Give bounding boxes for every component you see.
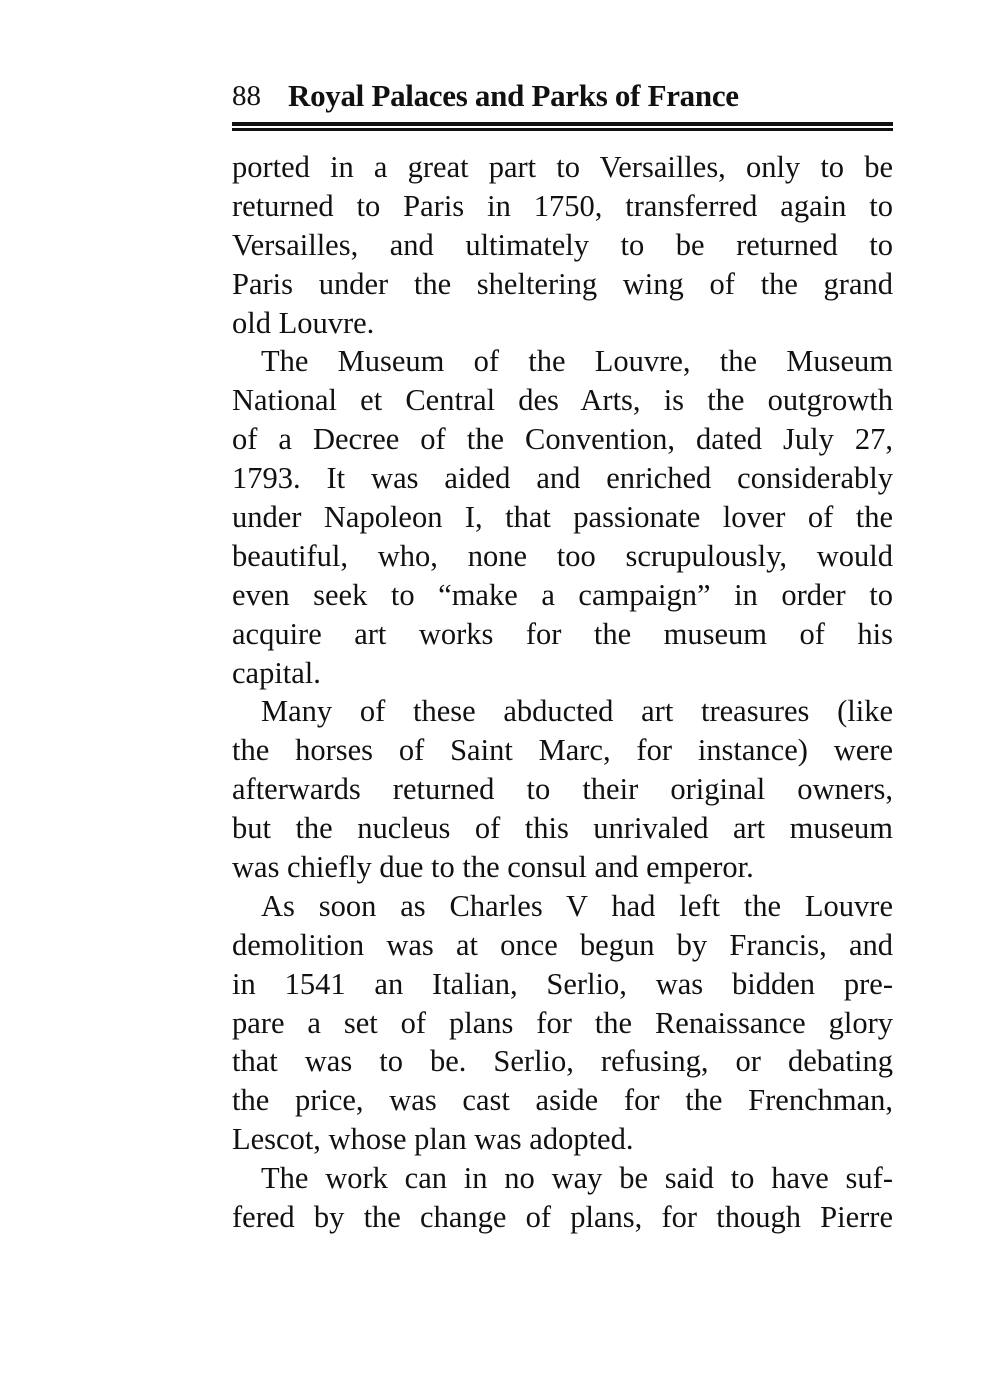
text-line: demolition was at once begun by Francis, and [232, 927, 893, 962]
text-line: beautiful, who, none too scrupulously, would [232, 538, 893, 573]
text-line: ported in a great part to Versailles, only to be [232, 150, 893, 184]
text-line: under Napoleon I, that passionate lover of the [232, 500, 893, 535]
text-line: As soon as Charles V had left the Louvre [261, 888, 893, 923]
paragraph [232, 1159, 893, 1237]
text-line: that was to be. Serlio, refusing, or debating [232, 1044, 893, 1079]
header-rule-thick [232, 122, 893, 126]
text-line: The work can in no way be said to have suf- [261, 1161, 893, 1196]
text-line: old Louvre. [232, 305, 375, 340]
text-line: The Museum of the Louvre, the Museum [261, 344, 893, 379]
text-line: afterwards returned to their original owners, [232, 772, 893, 807]
text-line: acquire art works for the museum of his [232, 616, 893, 651]
body-text [232, 148, 893, 1237]
text-line: National et Central des Arts, is the outgrowth [232, 383, 893, 418]
text-line: even seek to “make a campaign” in order to [232, 577, 893, 612]
running-title: Royal Palaces and Parks of France [288, 78, 739, 113]
text-line: the horses of Saint Marc, for instance) were [232, 733, 893, 768]
text-line: pare a set of plans for the Renaissance glory [232, 1005, 893, 1040]
text-line: capital. [232, 655, 321, 690]
paragraph [232, 887, 893, 1159]
text-line: 1793. It was aided and enriched considerably [232, 461, 893, 496]
paragraph [232, 148, 893, 342]
paragraph [232, 342, 893, 692]
text-line: but the nucleus of this unrivaled art museum [232, 811, 893, 846]
text-line: of a Decree of the Convention, dated July 27, [232, 422, 893, 457]
text-line: in 1541 an Italian, Serlio, was bidden pre- [232, 966, 893, 1001]
paragraph [232, 692, 893, 886]
page-number: 88 [232, 80, 261, 112]
header-rule-thin [232, 128, 893, 131]
text-line: fered by the change of plans, for though Pierre [232, 1200, 893, 1235]
text-line: returned to Paris in 1750, transferred again to [232, 188, 893, 223]
text-line: Many of these abducted art treasures (like [261, 694, 893, 729]
running-header [232, 78, 893, 118]
text-line: the price, was cast aside for the Frenchman, [232, 1083, 893, 1118]
text-line: was chiefly due to the consul and emperor. [232, 850, 754, 885]
text-line: Versailles, and ultimately to be returned to [232, 227, 893, 262]
text-line: Lescot, whose plan was adopted. [232, 1122, 634, 1157]
text-line: Paris under the sheltering wing of the grand [232, 266, 893, 301]
